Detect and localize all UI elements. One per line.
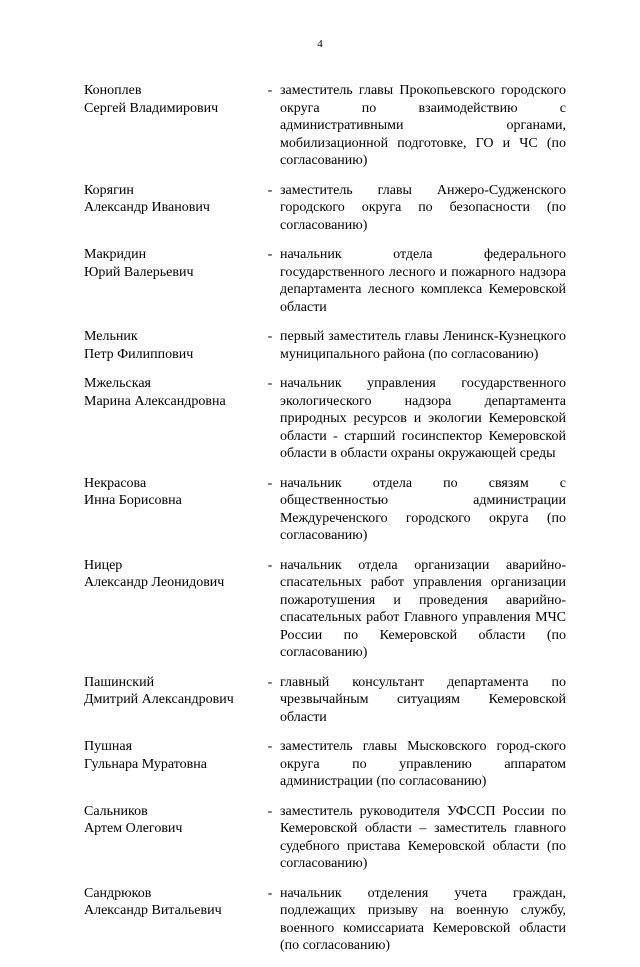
- member-position: заместитель главы Прокопьевского городского округа по взаимодействию с административными органами, мобилизационной подготовке, ГО и ЧС (по согласованию): [280, 83, 566, 168]
- member-entry: [84, 82, 566, 170]
- member-surname: Корягин: [84, 182, 134, 198]
- member-name: [84, 182, 260, 235]
- member-name: [84, 674, 260, 727]
- member-entry: [84, 738, 566, 791]
- member-given-names: Дмитрий Александрович: [84, 692, 234, 707]
- separator-dash: -: [267, 475, 273, 491]
- member-entry: [84, 246, 566, 316]
- member-surname: Ницер: [84, 557, 123, 573]
- member-position: начальник отдела федерального государственного лесного и пожарного надзора департамента лесного комплекса Кемеровской области: [280, 247, 566, 315]
- member-name: [84, 885, 260, 955]
- member-surname: Сальников: [84, 803, 148, 819]
- member-surname: Макридин: [84, 247, 147, 262]
- member-position: начальник отдела по связям с общественностью администрации Междуреченского городского округа (по согласованию): [280, 475, 566, 543]
- member-given-names: Инна Борисовна: [84, 493, 182, 508]
- separator-dash: -: [267, 376, 273, 391]
- member-position: начальник управления государственного экологического надзора департамента природных ресурсов и экологии Кемеровской области - старший госинспектор Кемеровской области в области охраны окружающей среды: [280, 376, 566, 461]
- separator-dash: -: [267, 329, 273, 344]
- member-given-names: Александр Леонидович: [84, 575, 225, 590]
- member-entry: [84, 182, 566, 235]
- separator-dash: -: [267, 247, 273, 262]
- member-surname: Сандрюков: [84, 885, 152, 901]
- member-entry: [84, 803, 566, 873]
- member-surname: Мельник: [84, 329, 138, 344]
- member-surname: Пашинский: [84, 674, 155, 690]
- member-name: [84, 475, 260, 545]
- separator-dash: -: [267, 182, 273, 198]
- separator-dash: -: [267, 739, 273, 754]
- member-position: заместитель главы Мысковского город-ского округа по управлению аппаратом администрации (по согласованию): [280, 739, 566, 789]
- separator-dash: -: [267, 803, 273, 819]
- member-position: первый заместитель главы Ленинск-Кузнецкого муниципального района (по согласованию): [280, 329, 566, 362]
- separator-dash: -: [267, 885, 273, 901]
- member-name: [84, 328, 260, 363]
- member-given-names: Юрий Валерьевич: [84, 264, 194, 280]
- member-given-names: Артем Олегович: [84, 821, 183, 836]
- member-name: [84, 738, 260, 791]
- member-position: начальник отделения учета граждан, подлежащих призыву на военную службу, военного комиссариата Кемеровской области (по согласованию): [280, 885, 566, 953]
- member-name: [84, 375, 260, 463]
- member-given-names: Александр Иванович: [84, 200, 210, 215]
- member-position: главный консультант департамента по чрезвычайным ситуациям Кемеровской области: [280, 674, 566, 725]
- member-given-names: Петр Филиппович: [84, 346, 194, 362]
- member-entry: [84, 557, 566, 662]
- member-position: заместитель главы Анжеро-Судженского городского округа по безопасности (по согласованию): [280, 182, 566, 233]
- member-entry: [84, 375, 566, 463]
- separator-dash: -: [267, 674, 273, 690]
- member-entry: [84, 328, 566, 363]
- member-given-names: Марина Александровна: [84, 393, 226, 409]
- separator-dash: -: [267, 83, 273, 98]
- member-name: [84, 557, 260, 662]
- member-surname: Некрасова: [84, 475, 147, 491]
- member-name: [84, 82, 260, 170]
- member-position: заместитель руководителя УФССП России по Кемеровской области – заместитель главного судебного пристава Кемеровской области (по согласованию): [280, 803, 566, 871]
- member-position: начальник отдела организации аварийно-спасательных работ управления организации пожаротушения и проведения аварийно-спасательных работ Главного управления МЧС России по Кемеровской области (по согласованию): [280, 557, 566, 660]
- page-number: 4: [317, 38, 323, 50]
- member-surname: Коноплев: [84, 83, 142, 98]
- member-surname: Пушная: [84, 739, 133, 754]
- member-entry: [84, 674, 566, 727]
- member-entry: [84, 475, 566, 545]
- member-given-names: Гульнара Муратовна: [84, 756, 207, 772]
- member-surname: Мжельская: [84, 376, 151, 391]
- member-given-names: Александр Витальевич: [84, 903, 222, 918]
- member-name: [84, 803, 260, 873]
- member-name: [84, 246, 260, 316]
- member-entry: [84, 885, 566, 955]
- member-given-names: Сергей Владимирович: [84, 100, 219, 116]
- member-list: [84, 82, 566, 967]
- separator-dash: -: [267, 557, 273, 573]
